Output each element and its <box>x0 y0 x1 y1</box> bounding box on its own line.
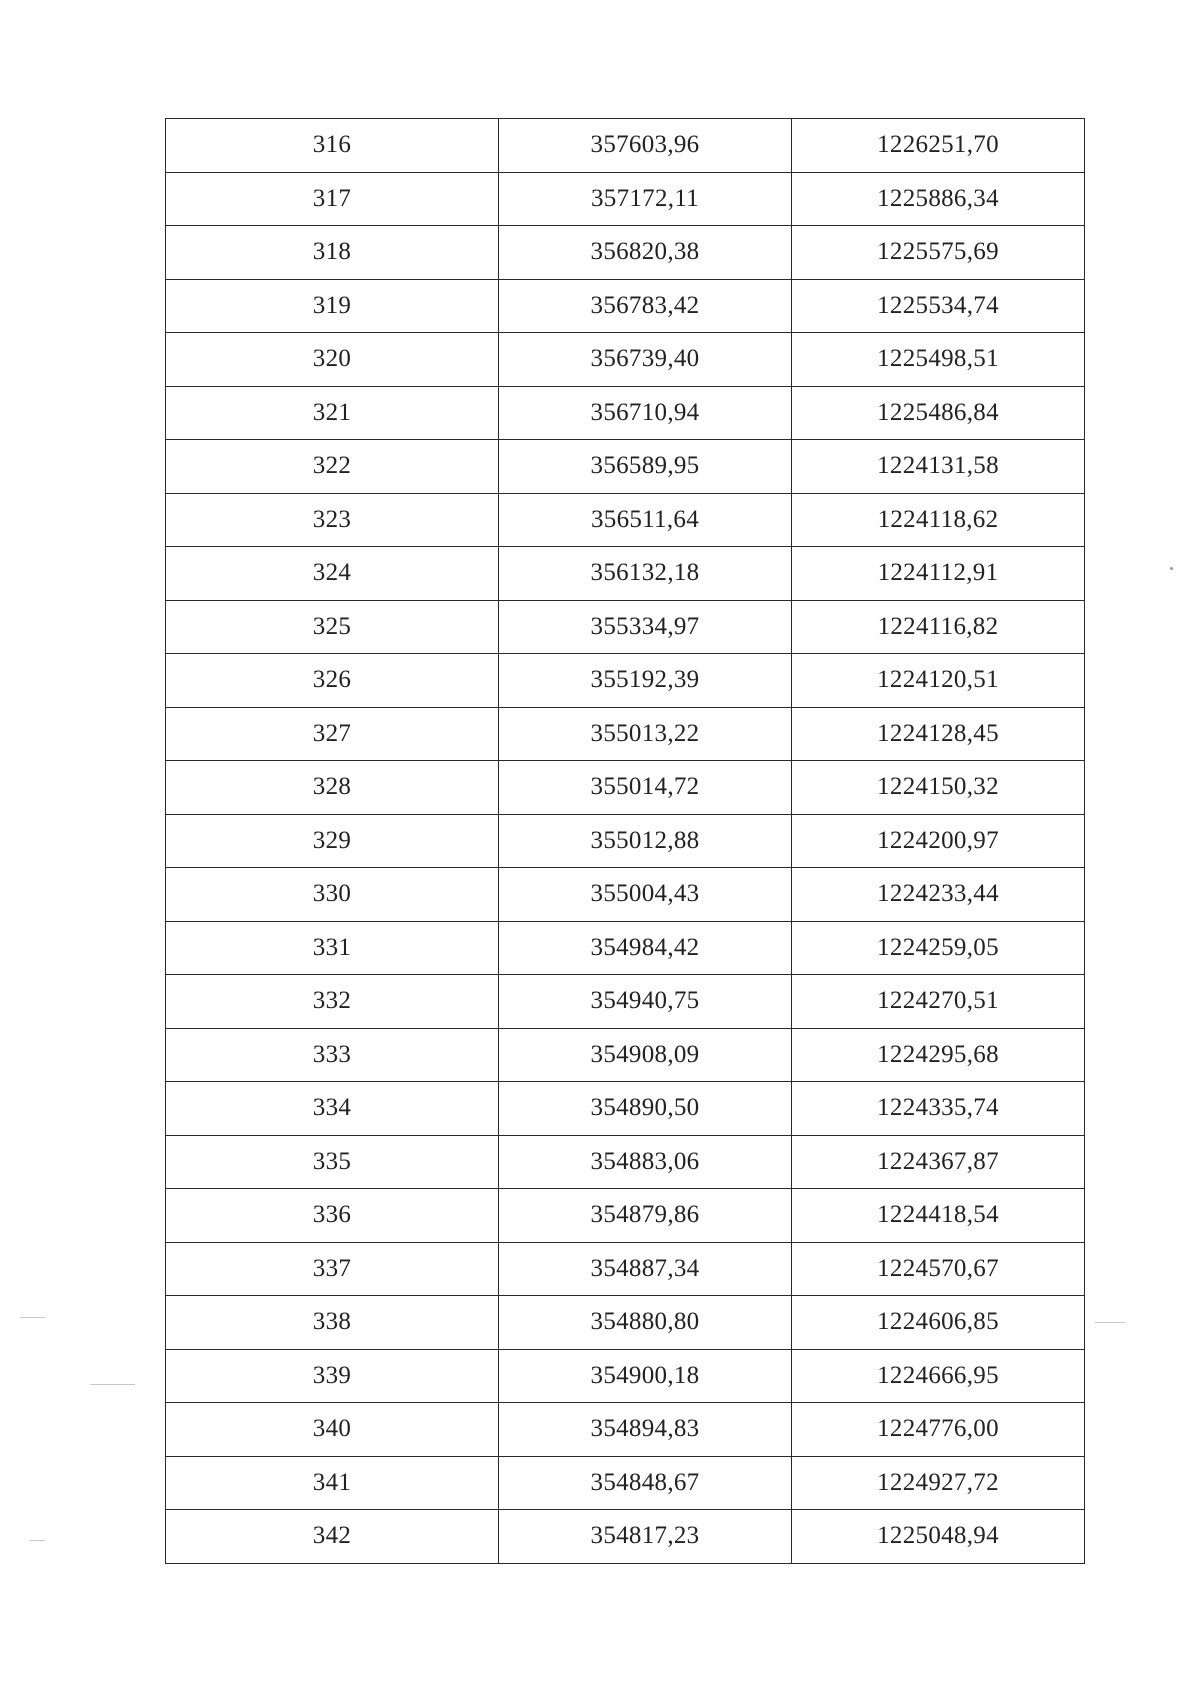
x-coordinate-cell: 354883,06 <box>499 1135 792 1189</box>
point-number-cell: 334 <box>166 1082 499 1136</box>
point-number-cell: 316 <box>166 119 499 173</box>
point-number-cell: 340 <box>166 1403 499 1457</box>
coordinates-table <box>165 118 1085 1564</box>
y-coordinate-cell: 1224335,74 <box>792 1082 1085 1136</box>
point-number-cell: 332 <box>166 975 499 1029</box>
table-row <box>166 119 1085 173</box>
x-coordinate-cell: 354900,18 <box>499 1349 792 1403</box>
table-row <box>166 654 1085 708</box>
y-coordinate-cell: 1224128,45 <box>792 707 1085 761</box>
table-row <box>166 868 1085 922</box>
table-row <box>166 921 1085 975</box>
table-row <box>166 1403 1085 1457</box>
y-coordinate-cell: 1224367,87 <box>792 1135 1085 1189</box>
y-coordinate-cell: 1226251,70 <box>792 119 1085 173</box>
point-number-cell: 317 <box>166 172 499 226</box>
x-coordinate-cell: 354879,86 <box>499 1189 792 1243</box>
point-number-cell: 320 <box>166 333 499 387</box>
table-row <box>166 1296 1085 1350</box>
point-number-cell: 331 <box>166 921 499 975</box>
point-number-cell: 329 <box>166 814 499 868</box>
table-row <box>166 172 1085 226</box>
table-row <box>166 707 1085 761</box>
table-row <box>166 1028 1085 1082</box>
point-number-cell: 321 <box>166 386 499 440</box>
point-number-cell: 333 <box>166 1028 499 1082</box>
coordinates-table-body <box>166 119 1085 1564</box>
table-row <box>166 600 1085 654</box>
y-coordinate-cell: 1224150,32 <box>792 761 1085 815</box>
y-coordinate-cell: 1225575,69 <box>792 226 1085 280</box>
table-row <box>166 1082 1085 1136</box>
x-coordinate-cell: 354890,50 <box>499 1082 792 1136</box>
scan-streak <box>1095 1322 1125 1323</box>
y-coordinate-cell: 1224270,51 <box>792 975 1085 1029</box>
point-number-cell: 341 <box>166 1456 499 1510</box>
point-number-cell: 336 <box>166 1189 499 1243</box>
x-coordinate-cell: 357603,96 <box>499 119 792 173</box>
y-coordinate-cell: 1224200,97 <box>792 814 1085 868</box>
table-row <box>166 1349 1085 1403</box>
y-coordinate-cell: 1225886,34 <box>792 172 1085 226</box>
point-number-cell: 339 <box>166 1349 499 1403</box>
y-coordinate-cell: 1224112,91 <box>792 547 1085 601</box>
y-coordinate-cell: 1224295,68 <box>792 1028 1085 1082</box>
x-coordinate-cell: 355014,72 <box>499 761 792 815</box>
x-coordinate-cell: 356820,38 <box>499 226 792 280</box>
x-coordinate-cell: 354817,23 <box>499 1510 792 1564</box>
y-coordinate-cell: 1224259,05 <box>792 921 1085 975</box>
point-number-cell: 319 <box>166 279 499 333</box>
x-coordinate-cell: 355334,97 <box>499 600 792 654</box>
point-number-cell: 323 <box>166 493 499 547</box>
y-coordinate-cell: 1224570,67 <box>792 1242 1085 1296</box>
table-row <box>166 333 1085 387</box>
x-coordinate-cell: 355012,88 <box>499 814 792 868</box>
table-row <box>166 1242 1085 1296</box>
y-coordinate-cell: 1225486,84 <box>792 386 1085 440</box>
point-number-cell: 325 <box>166 600 499 654</box>
x-coordinate-cell: 356710,94 <box>499 386 792 440</box>
table-row <box>166 279 1085 333</box>
table-row <box>166 226 1085 280</box>
x-coordinate-cell: 354894,83 <box>499 1403 792 1457</box>
x-coordinate-cell: 354908,09 <box>499 1028 792 1082</box>
y-coordinate-cell: 1224927,72 <box>792 1456 1085 1510</box>
x-coordinate-cell: 354880,80 <box>499 1296 792 1350</box>
x-coordinate-cell: 356589,95 <box>499 440 792 494</box>
table-row <box>166 761 1085 815</box>
x-coordinate-cell: 354984,42 <box>499 921 792 975</box>
x-coordinate-cell: 356132,18 <box>499 547 792 601</box>
point-number-cell: 330 <box>166 868 499 922</box>
x-coordinate-cell: 354887,34 <box>499 1242 792 1296</box>
point-number-cell: 326 <box>166 654 499 708</box>
x-coordinate-cell: 354848,67 <box>499 1456 792 1510</box>
y-coordinate-cell: 1224118,62 <box>792 493 1085 547</box>
y-coordinate-cell: 1224606,85 <box>792 1296 1085 1350</box>
point-number-cell: 322 <box>166 440 499 494</box>
y-coordinate-cell: 1224666,95 <box>792 1349 1085 1403</box>
point-number-cell: 342 <box>166 1510 499 1564</box>
point-number-cell: 318 <box>166 226 499 280</box>
table-row <box>166 386 1085 440</box>
x-coordinate-cell: 356739,40 <box>499 333 792 387</box>
point-number-cell: 324 <box>166 547 499 601</box>
table-row <box>166 1510 1085 1564</box>
table-row <box>166 1189 1085 1243</box>
y-coordinate-cell: 1224116,82 <box>792 600 1085 654</box>
point-number-cell: 328 <box>166 761 499 815</box>
x-coordinate-cell: 355004,43 <box>499 868 792 922</box>
y-coordinate-cell: 1224120,51 <box>792 654 1085 708</box>
x-coordinate-cell: 357172,11 <box>499 172 792 226</box>
table-row <box>166 547 1085 601</box>
y-coordinate-cell: 1225498,51 <box>792 333 1085 387</box>
table-row <box>166 493 1085 547</box>
table-row <box>166 975 1085 1029</box>
scan-speck <box>1170 567 1173 570</box>
scan-streak <box>90 1384 135 1385</box>
scan-streak <box>20 1317 45 1318</box>
table-row <box>166 1456 1085 1510</box>
x-coordinate-cell: 354940,75 <box>499 975 792 1029</box>
x-coordinate-cell: 356511,64 <box>499 493 792 547</box>
x-coordinate-cell: 355013,22 <box>499 707 792 761</box>
table-row <box>166 814 1085 868</box>
x-coordinate-cell: 355192,39 <box>499 654 792 708</box>
x-coordinate-cell: 356783,42 <box>499 279 792 333</box>
scan-streak <box>30 1540 45 1541</box>
point-number-cell: 338 <box>166 1296 499 1350</box>
table-row <box>166 440 1085 494</box>
y-coordinate-cell: 1224418,54 <box>792 1189 1085 1243</box>
y-coordinate-cell: 1224131,58 <box>792 440 1085 494</box>
point-number-cell: 335 <box>166 1135 499 1189</box>
table-row <box>166 1135 1085 1189</box>
y-coordinate-cell: 1224233,44 <box>792 868 1085 922</box>
y-coordinate-cell: 1225534,74 <box>792 279 1085 333</box>
point-number-cell: 337 <box>166 1242 499 1296</box>
y-coordinate-cell: 1224776,00 <box>792 1403 1085 1457</box>
point-number-cell: 327 <box>166 707 499 761</box>
y-coordinate-cell: 1225048,94 <box>792 1510 1085 1564</box>
